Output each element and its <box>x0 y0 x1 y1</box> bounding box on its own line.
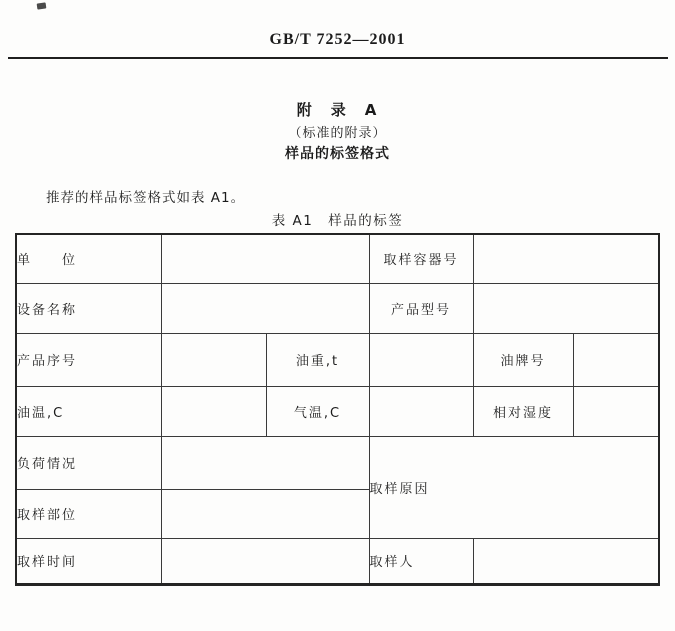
sample-label-table <box>15 233 660 586</box>
cell-air-temp-value <box>369 386 473 436</box>
cell-sampler-label: 取样人 <box>369 538 473 584</box>
cell-sampling-time-value <box>161 538 369 584</box>
cell-oil-brand-label: 油牌号 <box>473 333 573 386</box>
cell-container-no-value <box>473 234 659 283</box>
scan-artifact <box>37 2 47 9</box>
cell-sampling-reason: 取样原因 <box>369 436 659 538</box>
cell-oil-temp-value <box>161 386 266 436</box>
standard-number-header: GB/T 7252—2001 <box>269 31 406 48</box>
cell-oil-weight-value <box>369 333 473 386</box>
appendix-section-title: 样品的标签格式 <box>285 146 390 162</box>
table-row <box>16 436 659 489</box>
cell-load-condition-label: 负荷情况 <box>16 436 161 489</box>
cell-sampling-location-label: 取样部位 <box>16 489 161 538</box>
table-row <box>16 333 659 386</box>
cell-air-temp-label: 气温,C <box>266 386 369 436</box>
table-row <box>16 234 659 283</box>
header-rule <box>8 57 668 59</box>
appendix-subtitle: （标准的附录） <box>288 126 387 141</box>
cell-product-model-value <box>473 283 659 333</box>
intro-paragraph: 推荐的样品标签格式如表 A1。 <box>46 190 246 206</box>
cell-product-serial-label: 产品序号 <box>16 333 161 386</box>
cell-load-condition-value <box>161 436 369 489</box>
table-row <box>16 538 659 584</box>
cell-oil-weight-label: 油重,t <box>266 333 369 386</box>
cell-container-no-label: 取样容器号 <box>369 234 473 283</box>
cell-unit-value <box>161 234 369 283</box>
cell-humidity-label: 相对湿度 <box>473 386 573 436</box>
cell-sampling-time-label: 取样时间 <box>16 538 161 584</box>
cell-product-model-label: 产品型号 <box>369 283 473 333</box>
cell-humidity-value <box>573 386 659 436</box>
cell-sampling-location-value <box>161 489 369 538</box>
cell-oil-temp-label: 油温,C <box>16 386 161 436</box>
table-caption: 表 A1 样品的标签 <box>271 213 404 229</box>
appendix-title: 附 录 A <box>296 101 379 119</box>
cell-sampler-value <box>473 538 659 584</box>
table-row <box>16 386 659 436</box>
cell-oil-brand-value <box>573 333 659 386</box>
cell-equipment-name-label: 设备名称 <box>16 283 161 333</box>
cell-unit-label: 单 位 <box>16 234 161 283</box>
cell-equipment-name-value <box>161 283 369 333</box>
cell-product-serial-value <box>161 333 266 386</box>
table-row <box>16 283 659 333</box>
